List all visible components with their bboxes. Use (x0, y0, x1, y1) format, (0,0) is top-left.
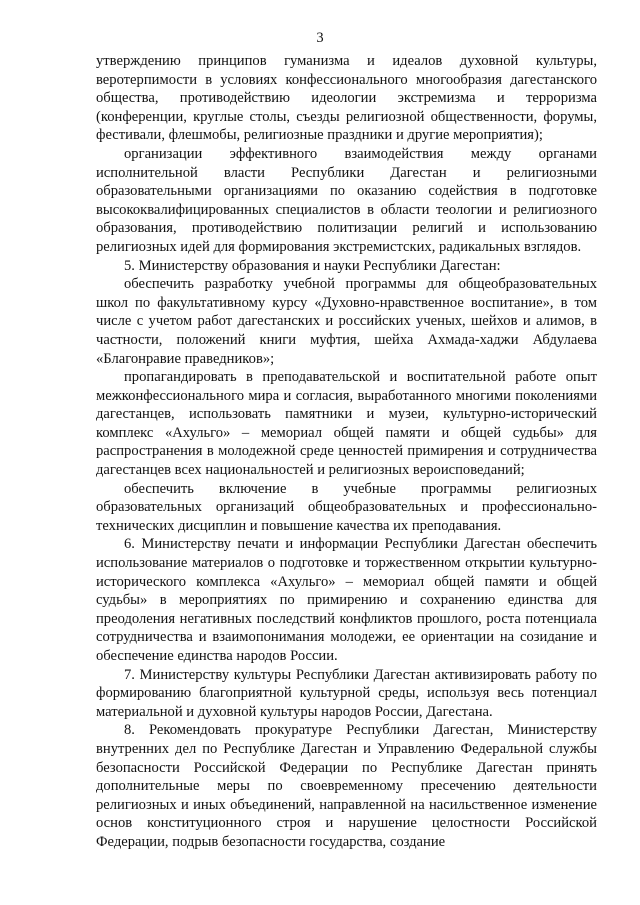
paragraph-4: обеспечить разработку учебной программы для общеобразовательных школ по факультативному курсу «Духовно-нравственное воспитание», в том числе с учетом работ дагестанских и российских ученых, шейхов и алимов, в частности, положений книги муфтия, шейха Ахмада-хаджи Абдулаева «Благонравие праведников»; (96, 276, 597, 367)
paragraph-9-item-8: 8. Рекомендовать прокуратуре Республики Дагестан, Министерству внутренних дел по Республике Дагестан и Управлению Федеральной службы безопасности Российской Федерации по Республике Дагестан принять дополнительные меры по своевременному пресечению деятельности религиозных и иных объединений, направленной на насильственное изменение основ конституционного строя и нарушение целостности Российской Федерации, подрыв безопасности государства, создание (96, 722, 597, 850)
paragraph-3-heading-item-5: 5. Министерству образования и науки Республики Дагестан: (124, 257, 501, 274)
paragraph-7-item-6: 6. Министерству печати и информации Республики Дагестан обеспечить использование материалов о подготовке и торжественном открытии культурно-исторического комплекса «Ахульго» – мемориал общей памяти и общей судьбы» в мероприятиях по примирению и сохранению единства для преодоления негативных последствий конфликтов прошлого, роста потенциала сотрудничества и взаимопонимания молодежи, ее ориентации на созидание и обеспечение единства народов России. (96, 536, 597, 664)
paragraph-2: организации эффективного взаимодействия между органами исполнительной власти Республики Дагестан и религиозными образовательными организациями по оказанию содействия в подготовке высококвалифицированных специалистов в области теологии и религиозного образования, противодействию политизации религий и использованию религиозных идей для формирования экстремистских, радикальных взглядов. (96, 145, 597, 255)
paragraph-6: обеспечить включение в учебные программы религиозных образовательных организаций общеобразовательных и профессионально-технических дисциплин и повышение качества их преподавания. (96, 480, 597, 534)
paragraph-5: пропагандировать в преподавательской и воспитательной работе опыт межконфессионального мира и согласия, выработанного многими поколениями дагестанцев, использовать памятники и музеи, культурно-исторический комплекс «Ахульго» – мемориал общей памяти и общей судьбы» для распространения в молодежной среде ценностей примирения и сотрудничества дагестанцев всех национальностей и религиозных вероисповеданий; (96, 369, 597, 479)
document-body (96, 52, 597, 852)
paragraph-8-item-7: 7. Министерству культуры Республики Дагестан активизировать работу по формированию благоприятной культурной среды, используя весь потенциал материальной и духовной культуры народов России, Дагестана. (96, 666, 597, 720)
page-number: 3 (316, 30, 324, 46)
paragraph-1: утверждению принципов гуманизма и идеалов духовной культуры, веротерпимости в условиях конфессионального многообразия дагестанского общества, противодействию идеологии экстремизма и терроризма (конференции, круглые столы, съезды религиозной общественности, форумы, фестивали, флешмобы, религиозные праздники и другие мероприятия); (96, 53, 597, 144)
